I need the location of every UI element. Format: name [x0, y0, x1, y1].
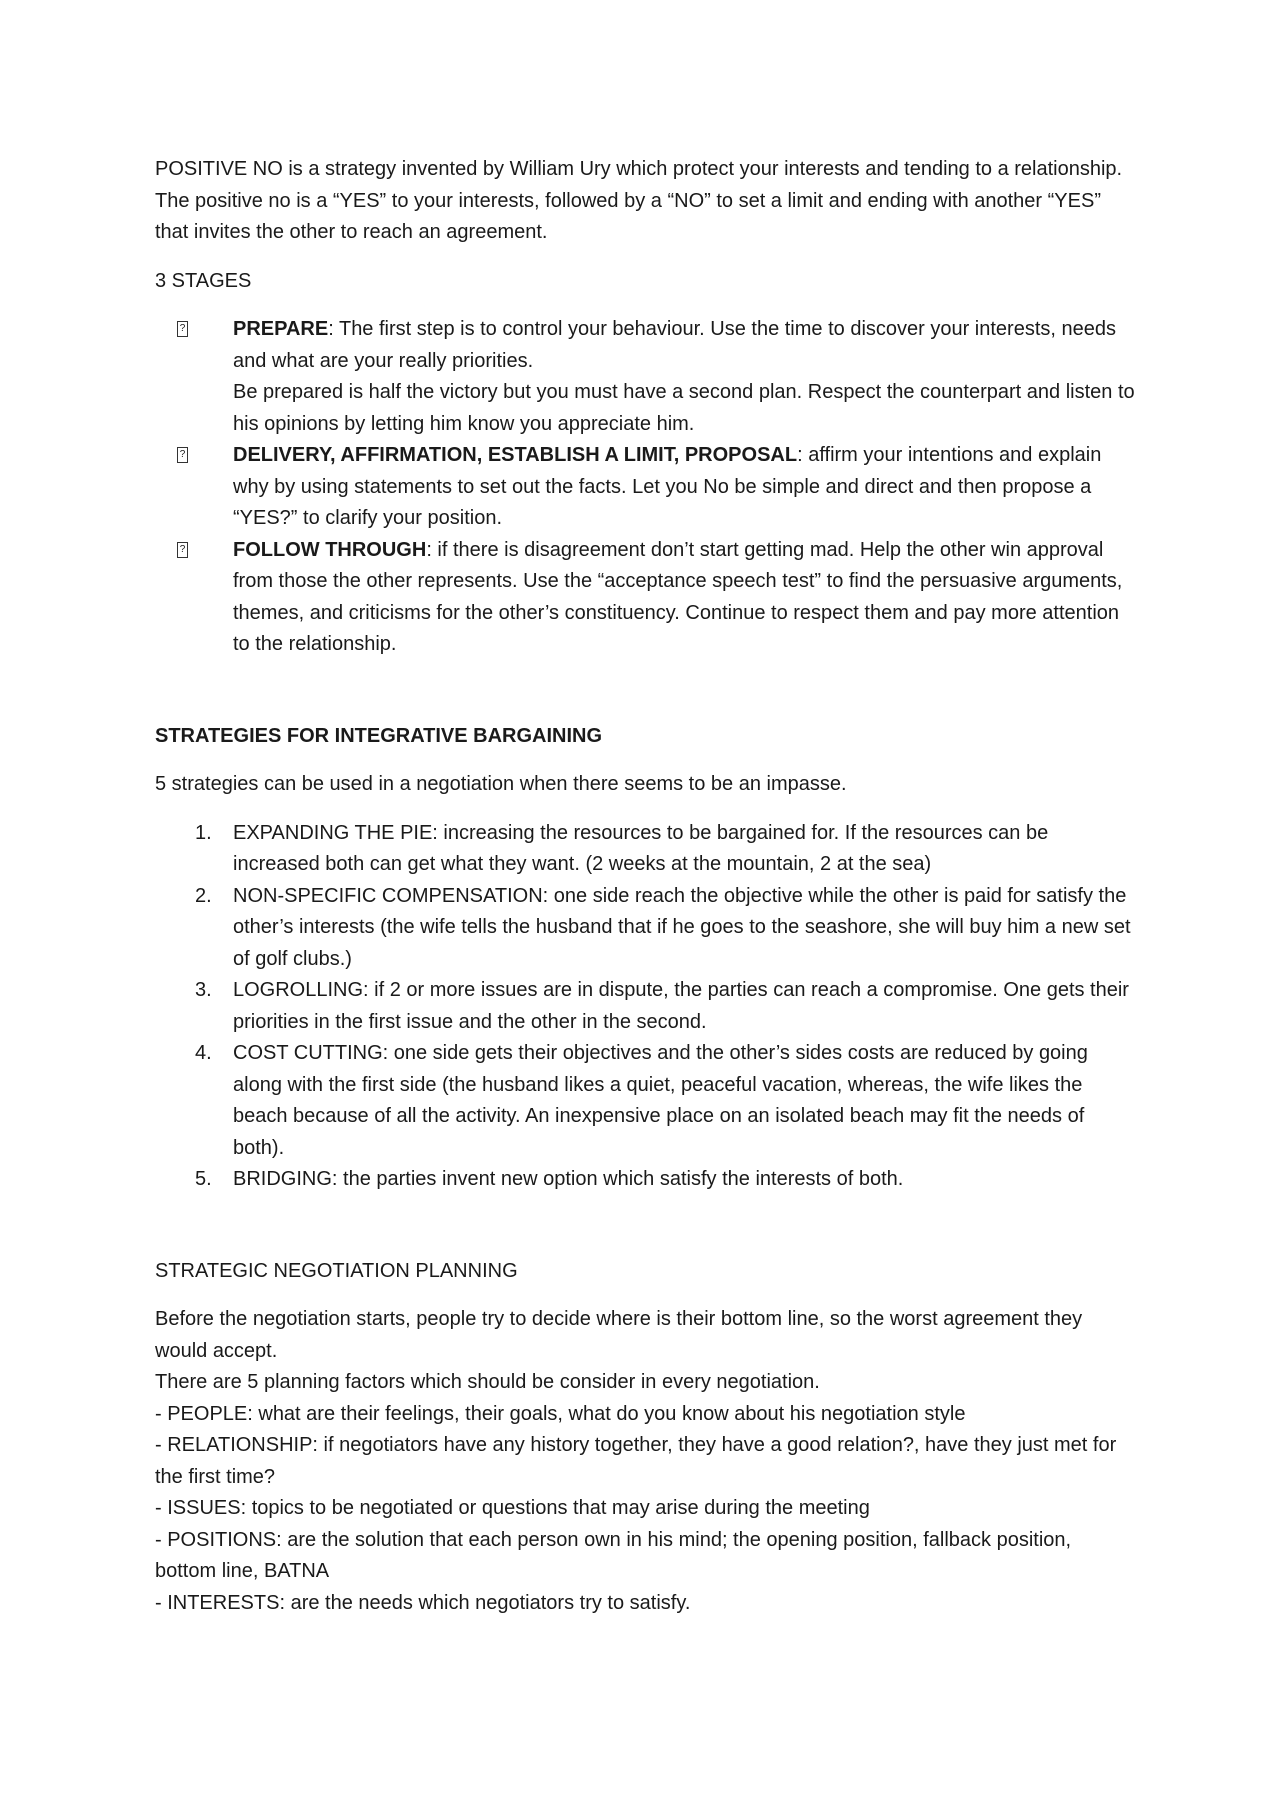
section-spacer	[155, 1196, 1135, 1256]
list-number: 4.	[195, 1042, 212, 1064]
planning-line: Before the negotiation starts, people try to decide where is their bottom line, so the worst agreement they would accept.	[155, 1308, 1083, 1362]
integrative-heading: STRATEGIES FOR INTEGRATIVE BARGAINING	[155, 724, 603, 747]
integrative-list	[155, 818, 1135, 1196]
stage-item-prepare	[155, 314, 1135, 440]
list-text: BRIDGING: the parties invent new option which satisfy the interests of both.	[233, 1168, 904, 1190]
planning-factor-people: - PEOPLE: what are their feelings, their goals, what do you know about his negotiation style	[155, 1402, 966, 1425]
document-page	[155, 154, 1135, 1619]
stage-text-continued: Be prepared is half the victory but you must have a second plan. Respect the counterpart and listen to his opinions by letting him know you appreciate him.	[233, 381, 1135, 435]
stage-text: : The first step is to control your behaviour. Use the time to discover your interests, needs and what are your really priorities.	[233, 318, 1117, 372]
stages-list	[155, 314, 1135, 661]
list-number: 3.	[195, 979, 212, 1001]
list-item	[155, 1038, 1135, 1164]
planning-factor-issues: - ISSUES: topics to be negotiated or questions that may arise during the meeting	[155, 1497, 870, 1519]
stage-title: PREPARE	[233, 318, 329, 340]
list-item	[155, 881, 1135, 976]
list-text: EXPANDING THE PIE: increasing the resources to be bargained for. If the resources can be increased both can get what they want. (2 weeks at the mountain, 2 at the sea)	[233, 821, 1049, 875]
planning-factor-relationship: - RELATIONSHIP: if negotiators have any history together, they have a good relation?, have they just met for the first time?	[155, 1434, 1117, 1488]
stage-text: : if there is disagreement don’t start getting mad. Help the other win approval from those the other represents. Use the “acceptance speech test” to find the persuasive arguments, themes, and criticisms for the other’s constituency. Continue to respect them and pay more attention to the relationship.	[233, 538, 1123, 655]
missing-glyph-icon: ?	[177, 447, 188, 463]
list-number: 2.	[195, 884, 212, 907]
missing-glyph-icon: ?	[177, 542, 188, 558]
list-number: 5.	[195, 1168, 212, 1190]
planning-factor-positions: - POSITIONS: are the solution that each person own in his mind; the opening position, fallback position, bottom line, BATNA	[155, 1528, 1072, 1582]
planning-heading: STRATEGIC NEGOTIATION PLANNING	[155, 1259, 518, 1282]
stage-text: : affirm your intentions and explain why by using statements to set out the facts. Let you No be simple and direct and then propose a “YES?” to clarify your position.	[233, 444, 1102, 529]
list-text: LOGROLLING: if 2 or more issues are in dispute, the parties can reach a compromise. One gets their priorities in the first issue and the other in the second.	[233, 979, 1129, 1033]
intro-paragraph-2: The positive no is a “YES” to your interests, followed by a “NO” to set a limit and ending with another “YES” that invites the other to reach an agreement.	[155, 189, 1101, 243]
planning-line: There are 5 planning factors which should be consider in every negotiation.	[155, 1371, 820, 1393]
list-text: NON-SPECIFIC COMPENSATION: one side reach the objective while the other is paid for satisfy the other’s interests (the wife tells the husband that if he goes to the seashore, she will buy him a new set of golf clubs.)	[233, 884, 1131, 970]
planning-factor-interests: - INTERESTS: are the needs which negotiators try to satisfy.	[155, 1591, 691, 1614]
missing-glyph-icon: ?	[177, 321, 188, 337]
stage-title: FOLLOW THROUGH	[233, 538, 427, 561]
list-number: 1.	[195, 821, 212, 844]
integrative-intro: 5 strategies can be used in a negotiation when there seems to be an impasse.	[155, 773, 847, 795]
list-item	[155, 975, 1135, 1038]
stages-heading: 3 STAGES	[155, 269, 252, 292]
intro-paragraph-1: POSITIVE NO is a strategy invented by William Ury which protect your interests and tending to a relationship.	[155, 158, 1123, 180]
section-spacer	[155, 661, 1135, 721]
list-text: COST CUTTING: one side gets their objectives and the other’s sides costs are reduced by going along with the first side (the husband likes a quiet, peaceful vacation, whereas, the wife likes the beach because of all the activity. An inexpensive place on an isolated beach may fit the needs of both).	[233, 1042, 1088, 1159]
list-item	[155, 818, 1135, 881]
stage-item-follow-through	[155, 535, 1135, 661]
list-item	[155, 1164, 1135, 1196]
stage-item-delivery	[155, 440, 1135, 535]
stage-title: DELIVERY, AFFIRMATION, ESTABLISH A LIMIT, PROPOSAL	[233, 444, 798, 466]
